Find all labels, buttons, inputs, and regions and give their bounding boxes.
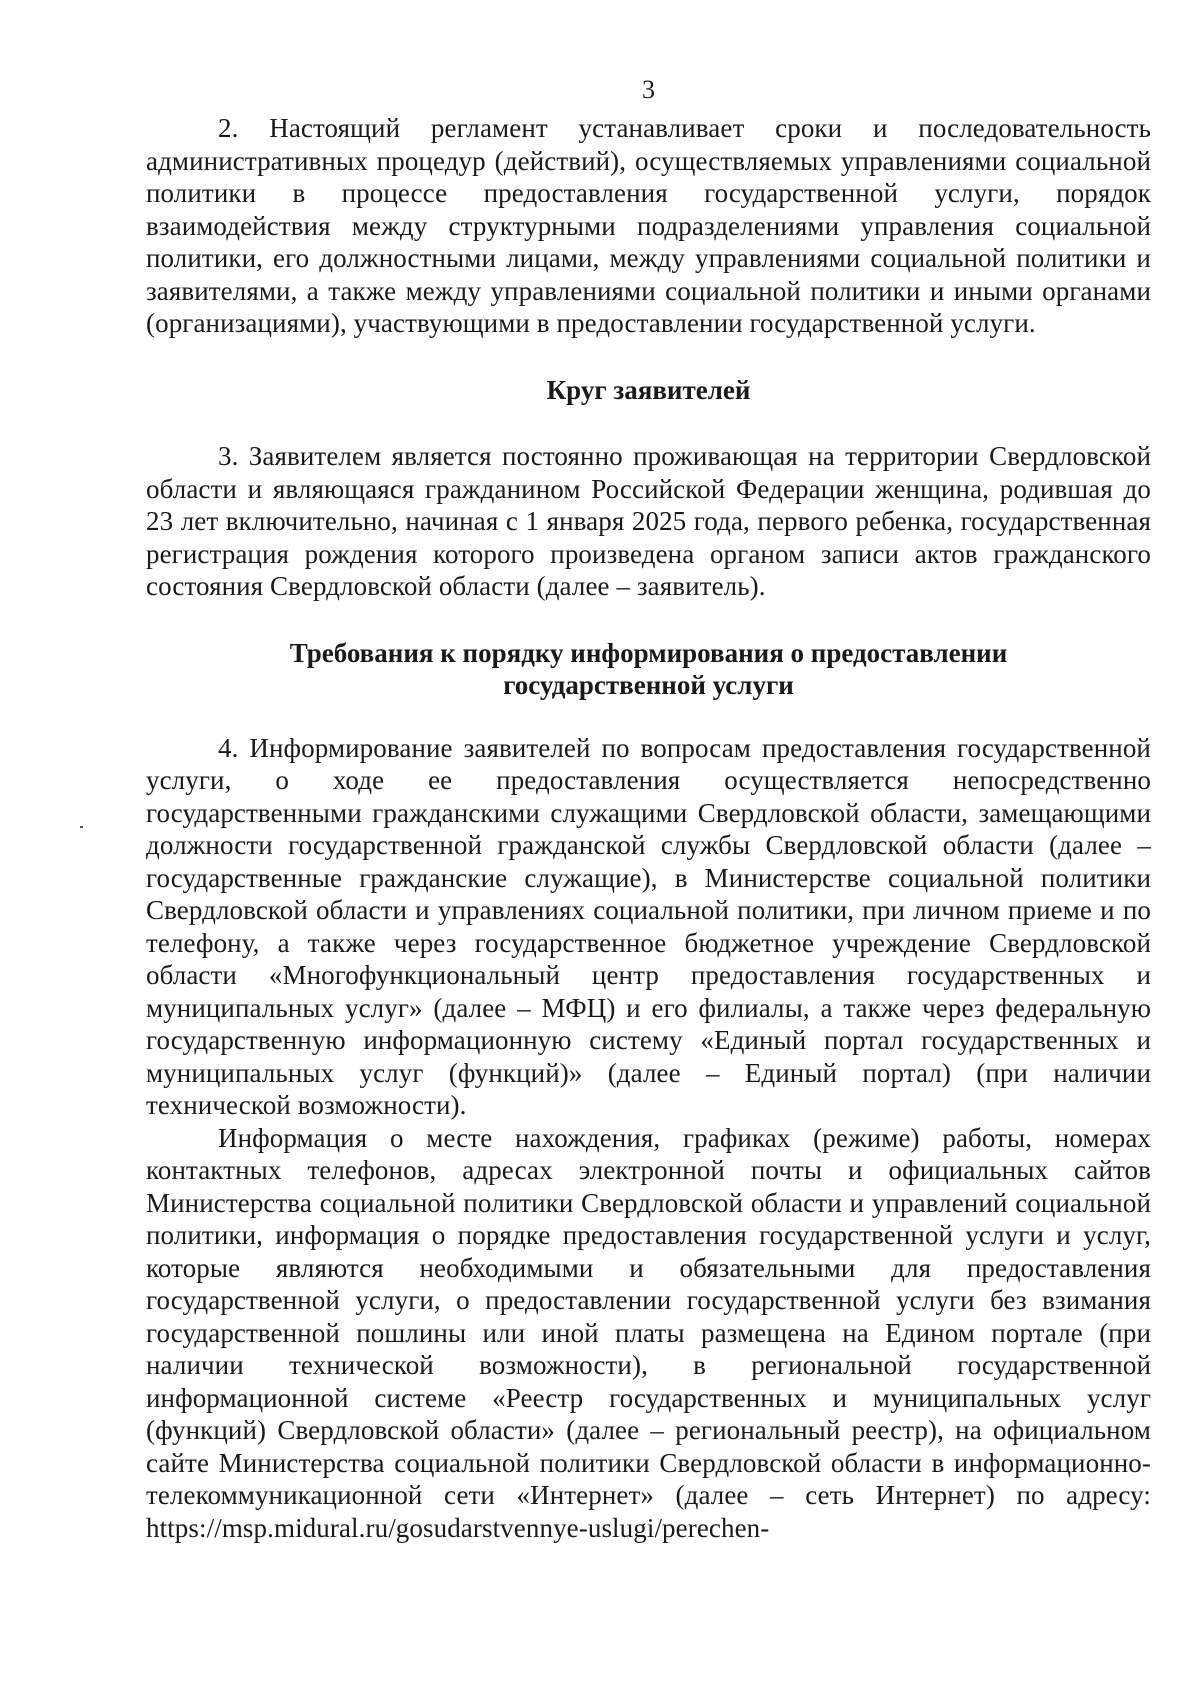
- heading-line-1: Требования к порядку информирования о предоставлении: [289, 637, 1008, 668]
- paragraph-2: 2. Настоящий регламент устанавливает сроки и последовательность административных процедур (действий), осуществляемых управлениями социальной политики в процессе предоставления государственной услуги, порядок взаимодействия между структурными подразделениями управления социальной политики, его должностными лицами, между управлениями социальной политики и заявителями, а также между управлениями социальной политики и иными органами (организациями), участвующими в предоставлении государственной услуги.: [146, 113, 1151, 338]
- heading-line-2: государственной услуги: [503, 670, 794, 700]
- scan-speck: [80, 826, 83, 828]
- paragraph-3: 3. Заявителем является постоянно проживающая на территории Свердловской области и являющаяся гражданином Российской Федерации женщина, родившая до 23 лет включительно, начиная с 1 января 2025 года, первого ребенка, государственная регистрация рождения которого произведена органом записи актов гражданского состояния Свердловской области (далее – заявитель).: [146, 441, 1151, 601]
- document-page: [146, 70, 1151, 1544]
- heading-applicants: Круг заявителей: [546, 374, 751, 405]
- paragraph-4-information: Информация о месте нахождения, графиках (режиме) работы, номерах контактных телефонов, адресах электронной почты и официальных сайтов Министерства социальной политики Свердловской области и управлений социальной политики, информация о порядке предоставления государственной услуги и услуг, которые являются необходимыми и обязательными для предоставления государственной услуги, о предоставлении государственной услуги без взимания государственной пошлины или иной платы размещена на Едином портале (при наличии технической возможности), в региональной государственной информационной системе «Реестр государственных и муниципальных услуг (функций) Свердловской области» (далее – региональный реестр), на официальном сайте Министерства социальной политики Свердловской области в информационно-телекоммуникационной сети «Интернет» (далее – сеть Интернет) по адресу: https://msp.midural.ru/gosudarstvennye-uslugi/perechen-: [146, 1122, 1151, 1543]
- page-number: 3: [642, 75, 655, 104]
- heading-information-requirements: [146, 637, 1151, 702]
- paragraph-4: 4. Информирование заявителей по вопросам предоставления государственной услуги, о ходе ее предоставления осуществляется непосредственно государственными гражданскими служащими Свердловской области, замещающими должности государственной гражданской службы Свердловской области (далее – государственные гражданские служащие), в Министерстве социальной политики Свердловской области и управлениях социальной политики, при личном приеме и по телефону, а также через государственное бюджетное учреждение Свердловской области «Многофункциональный центр предоставления государственных и муниципальных услуг» (далее – МФЦ) и его филиалы, а также через федеральную государственную информационную систему «Единый портал государственных и муниципальных услуг (функций)» (далее – Единый портал) (при наличии технической возможности).: [146, 732, 1151, 1120]
